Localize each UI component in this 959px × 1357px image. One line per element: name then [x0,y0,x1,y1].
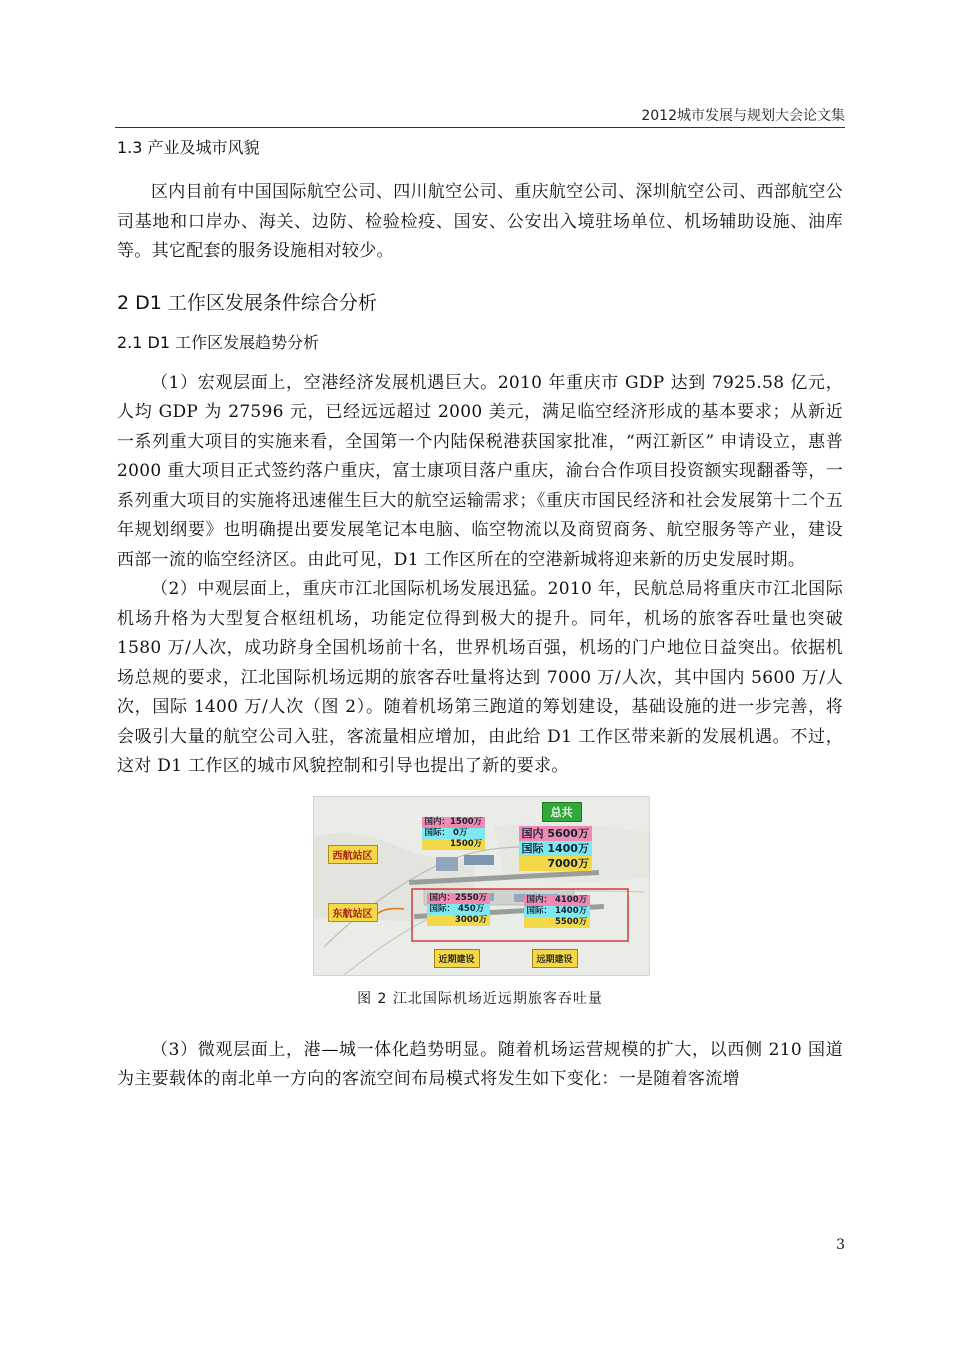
east-station-tag: 东航站区 [328,903,378,922]
west-stats-box [422,817,486,850]
paragraph-micro: （3）微观层面上，港—城一体化趋势明显。随着机场运营规模的扩大，以西侧 210 国道为主要载体的南北单一方向的客流空间布局模式将发生如下变化：一是随着客流增 [117,1039,843,1089]
far-domestic: 国内： 4100万 [524,895,591,906]
section-1-3-heading: 1.3 产业及城市风貌 [117,138,260,157]
paragraph-meso: （2）中观层面上，重庆市江北国际机场发展迅猛。2010 年，民航总局将重庆市江北国际机场升格为大型复合枢纽机场，功能定位得到极大的提升。同年，机场的旅客吞吐量也突破 1580 万/人次，成功跻身全国机场前十名，世界机场百强，机场的门户地位日益突出。依据机场总规的要求，江北国际机场远期的旅客吞吐量将达到 7000 万/人次，其中国内 5600 万/人次，国际 1400 万/人次（图 2）。随着机场第三跑道的筹划建设，基础设施的进一步完善，将会吸引大量的航空公司入驻，客流量相应增加，由此给 D1 工作区带来新的发展机遇。不过，这对 D1 工作区的城市风貌控制和引导也提出了新的要求。 [117,579,843,776]
figure-caption: 图 2 江北国际机场近远期旅客吞吐量 [357,990,603,1007]
near-international: 国际： 450万 [427,904,491,915]
page-content [117,132,843,1095]
near-total: 3000万 [427,915,491,926]
figure-2 [313,796,648,1008]
west-station-tag: 西航站区 [328,845,378,864]
west-international: 国际： 0万 [422,828,486,839]
near-stats-box [427,893,491,926]
running-head: 2012城市发展与规划大会论文集 [641,108,845,124]
far-stats-box [524,895,591,928]
total-tag: 总共 [542,802,582,822]
section-2-heading: 2 D1 工作区发展条件综合分析 [117,291,377,314]
west-total: 1500万 [422,839,486,850]
airport-map-image [313,796,650,976]
header-rule [115,127,845,128]
page-number: 3 [836,1237,845,1253]
far-international: 国际： 1400万 [524,906,591,917]
west-domestic: 国内：1500万 [422,817,486,828]
section-1-3-paragraph: 区内目前有中国国际航空公司、四川航空公司、重庆航空公司、深圳航空公司、西部航空公司基地和口岸办、海关、边防、检验检疫、国安、公安出入境驻场单位、机场辅助设施、油库等。其它配套的服务设施相对较少。 [117,182,843,261]
total-stats-box [519,826,592,871]
total-sum: 7000万 [519,856,592,871]
section-2-1-heading: 2.1 D1 工作区发展趋势分析 [117,332,320,352]
near-phase-tag: 近期建设 [434,949,480,968]
paragraph-macro: （1）宏观层面上，空港经济发展机遇巨大。2010 年重庆市 GDP 达到 7925.58 亿元，人均 GDP 为 27596 元，已经远远超过 2000 美元，满足临空经济形成的基本要求；从新近一系列重大项目的实施来看，全国第一个内陆保税港获国家批准，“两江新区” 申请设立，惠普 2000 重大项目正式签约落户重庆，富士康项目落户重庆，渝台合作项目投资额实现翻番等，一系列重大项目的实施将迅速催生巨大的航空运输需求；《重庆市国民经济和社会发展第十二个五年规划纲要》也明确提出要发展笔记本电脑、临空物流以及商贸商务、航空服务等产业，建设西部一流的临空经济区。由此可见，D1 工作区所在的空港新城将迎来新的历史发展时期。 [117,372,843,570]
total-international: 国际 1400万 [519,841,592,856]
total-domestic: 国内 5600万 [519,826,592,841]
near-domestic: 国内：2550万 [427,893,491,904]
far-phase-tag: 远期建设 [532,949,578,968]
far-total: 5500万 [524,917,591,928]
